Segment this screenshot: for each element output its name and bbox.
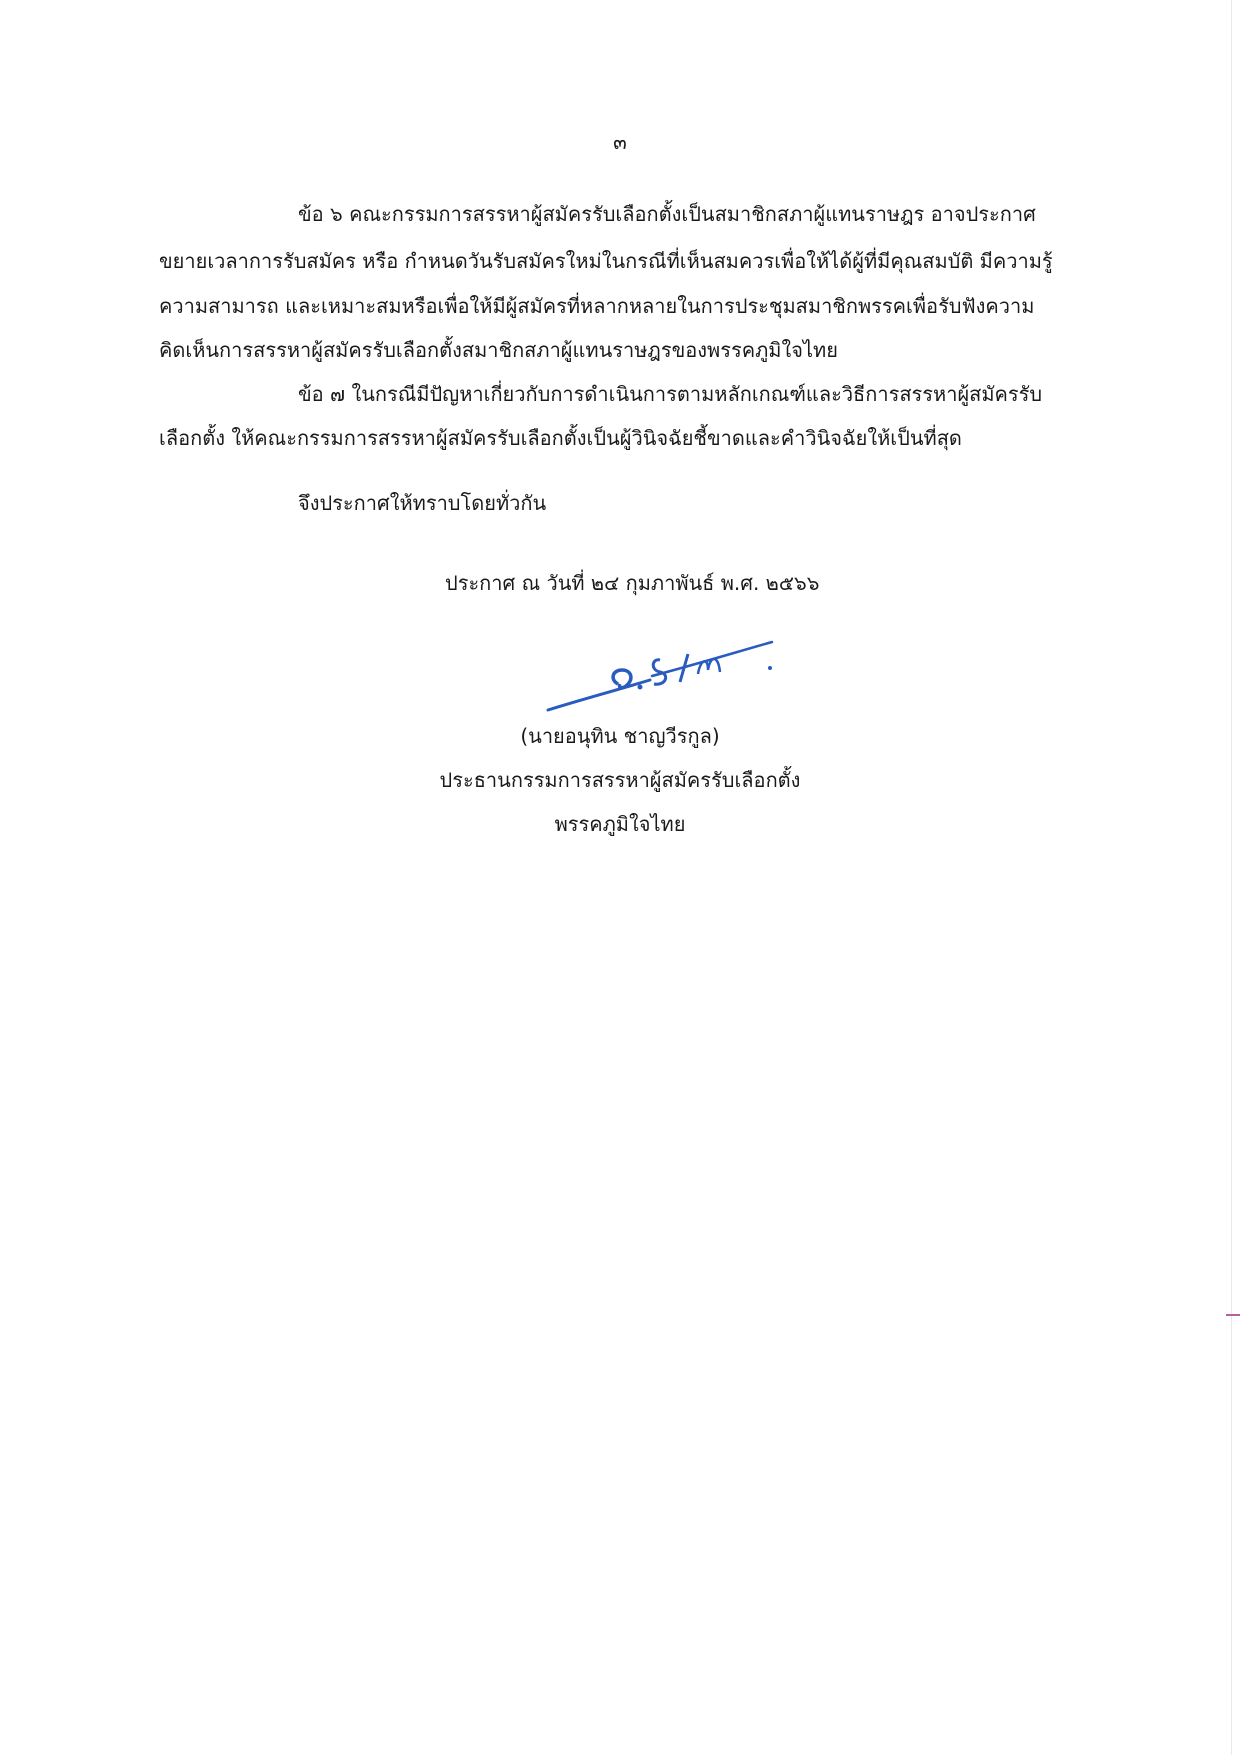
clause-6-line-4: คิดเห็นการสรรหาผู้สมัครรับเลือกตั้งสมาชิกสภาผู้แทนราษฎรของพรรคภูมิใจไทย [159, 338, 838, 362]
clause-6-line-3: ความสามารถ และเหมาะสมหรือเพื่อให้มีผู้สมัครที่หลากหลายในการประชุมสมาชิกพรรคเพื่อรับฟังความ [159, 294, 1035, 318]
scan-edge-rule [1231, 0, 1232, 1755]
clause-6-line-2: ขยายเวลาการรับสมัคร หรือ กำหนดวันรับสมัครใหม่ในกรณีที่เห็นสมควรเพื่อให้ได้ผู้ที่มีคุณสมบัติ มีความรู้ [159, 249, 1053, 273]
announcement-date: ประกาศ ณ วันที่ ๒๔ กุมภาพันธ์ พ.ศ. ๒๕๖๖ [445, 571, 820, 595]
page-number: ๓ [613, 130, 627, 154]
scan-edge-mark [1226, 1314, 1240, 1316]
signer-position: ประธานกรรมการสรรหาผู้สมัครรับเลือกตั้ง [439, 768, 801, 792]
signer-party: พรรคภูมิใจไทย [554, 812, 686, 836]
clause-7-line-1: ข้อ ๗ ในกรณีมีปัญหาเกี่ยวกับการดำเนินการตามหลักเกณฑ์และวิธีการสรรหาผู้สมัครรับ [298, 382, 1043, 406]
closing-statement: จึงประกาศให้ทราบโดยทั่วกัน [298, 491, 547, 515]
signature-image [540, 630, 780, 730]
signer-name: (นายอนุทิน ชาญวีรกูล) [520, 724, 720, 748]
clause-7-line-2: เลือกตั้ง ให้คณะกรรมการสรรหาผู้สมัครรับเลือกตั้งเป็นผู้วินิจฉัยชี้ขาดและคำวินิจฉัยให้เป็นที่สุด [159, 426, 962, 450]
clause-6-line-1: ข้อ ๖ คณะกรรมการสรรหาผู้สมัครรับเลือกตั้งเป็นสมาชิกสภาผู้แทนราษฎร อาจประกาศ [298, 202, 1036, 226]
